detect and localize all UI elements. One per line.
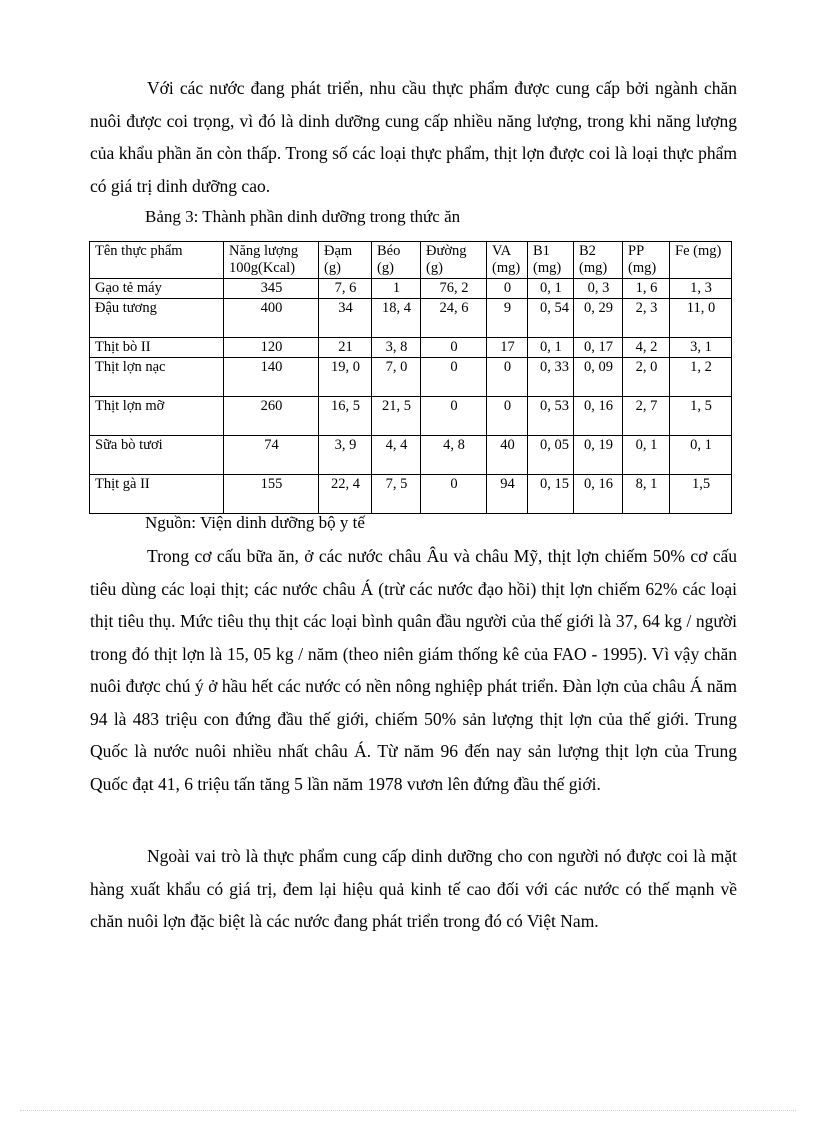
cell-b1: 0, 15 [528,475,574,514]
cell-va: 9 [487,299,528,338]
cell-fat: 7, 5 [372,475,421,514]
cell-fat: 4, 4 [372,436,421,475]
table-source-note: Nguồn: Viện dinh dưỡng bộ y tế [145,513,365,532]
cell-energy: 120 [224,338,319,358]
cell-name: Thịt bò II [90,338,224,358]
paragraph-intro: Với các nước đang phát triển, nhu cầu thực phẩm được cung cấp bởi ngành chăn nuôi được coi trọng, vì đó là dinh dưỡng cung cấp nhiều năng lượng, trong khi năng lượng của khẩu phần ăn còn thấp. Trong số các loại thực phẩm, thịt lợn được coi là loại thực phẩm có giá trị dinh dưỡng cao. [90,78,737,196]
cell-name: Thịt lợn mỡ [90,397,224,436]
cell-va: 0 [487,397,528,436]
cell-fe: 1, 3 [670,279,732,299]
cell-pp: 0, 1 [623,436,670,475]
table-row [90,338,732,358]
cell-sugar: 0 [421,475,487,514]
cell-energy: 400 [224,299,319,338]
cell-b2: 0, 29 [574,299,623,338]
table-row [90,299,732,338]
header-b1: B1 (mg) [528,242,574,279]
cell-b1: 0, 1 [528,279,574,299]
header-fe: Fe (mg) [670,242,732,279]
cell-fe: 1,5 [670,475,732,514]
cell-fe: 11, 0 [670,299,732,338]
cell-energy: 260 [224,397,319,436]
cell-b2: 0, 3 [574,279,623,299]
table-row [90,436,732,475]
cell-fat: 21, 5 [372,397,421,436]
paragraph-export: Ngoài vai trò là thực phẩm cung cấp dinh dưỡng cho con người nó được coi là mặt hàng xuất khẩu có giá trị, đem lại hiệu quả kinh tế cao đối với các nước có thế mạnh về chăn nuôi lợn đặc biệt là các nước đang phát triển trong đó có Việt Nam. [90,846,737,931]
table-header-row [90,242,732,279]
cell-name: Sữa bò tươi [90,436,224,475]
cell-protein: 22, 4 [319,475,372,514]
cell-name: Gạo tẻ máy [90,279,224,299]
cell-va: 94 [487,475,528,514]
cell-pp: 8, 1 [623,475,670,514]
header-sugar: Đường (g) [421,242,487,279]
cell-sugar: 0 [421,397,487,436]
cell-name: Thịt gà II [90,475,224,514]
cell-fat: 3, 8 [372,338,421,358]
cell-fat: 18, 4 [372,299,421,338]
cell-b2: 0, 19 [574,436,623,475]
cell-b1: 0, 1 [528,338,574,358]
cell-sugar: 4, 8 [421,436,487,475]
paragraph-consumption: Trong cơ cấu bữa ăn, ở các nước châu Âu và châu Mỹ, thịt lợn chiếm 50% cơ cấu tiêu dùng các loại thịt; các nước châu Á (trừ các nước đạo hồi) thịt lợn chiếm 62% các loại thịt tiêu thụ. Mức tiêu thụ thịt các loại bình quân đầu người của thế giới là 37, 64 kg / người trong đó thịt lợn là 15, 05 kg / năm (theo niên giám thống kê của FAO - 1995). Vì vậy chăn nuôi được chú ý ở hầu hết các nước có nền nông nghiệp phát triển. Đàn lợn của châu Á năm 94 là 483 triệu con đứng đầu thế giới, chiếm 50% sản lượng thịt lợn của thế giới. Trung Quốc là nước nuôi nhiều nhất châu Á. Từ năm 96 đến nay sản lượng thịt lợn của Trung Quốc đạt 41, 6 triệu tấn tăng 5 lần năm 1978 vươn lên đứng đầu thế giới. [90,546,737,794]
header-va: VA (mg) [487,242,528,279]
cell-energy: 140 [224,358,319,397]
cell-sugar: 76, 2 [421,279,487,299]
cell-fat: 1 [372,279,421,299]
cell-va: 0 [487,279,528,299]
cell-b1: 0, 33 [528,358,574,397]
cell-b2: 0, 09 [574,358,623,397]
cell-fe: 0, 1 [670,436,732,475]
cell-va: 17 [487,338,528,358]
cell-protein: 7, 6 [319,279,372,299]
cell-name: Thịt lợn nạc [90,358,224,397]
header-pp: PP (mg) [623,242,670,279]
cell-b2: 0, 16 [574,475,623,514]
table-row [90,279,732,299]
header-b2: B2 (mg) [574,242,623,279]
cell-sugar: 24, 6 [421,299,487,338]
cell-b1: 0, 53 [528,397,574,436]
cell-protein: 3, 9 [319,436,372,475]
cell-b2: 0, 17 [574,338,623,358]
cell-sugar: 0 [421,338,487,358]
cell-fat: 7, 0 [372,358,421,397]
header-fat: Béo (g) [372,242,421,279]
cell-name: Đậu tương [90,299,224,338]
page-bottom-divider [20,1110,796,1111]
cell-b1: 0, 54 [528,299,574,338]
cell-pp: 2, 0 [623,358,670,397]
cell-fe: 1, 2 [670,358,732,397]
header-energy: Năng lượng 100g(Kcal) [224,242,319,279]
cell-pp: 4, 2 [623,338,670,358]
cell-va: 40 [487,436,528,475]
cell-va: 0 [487,358,528,397]
table-row [90,358,732,397]
cell-pp: 2, 7 [623,397,670,436]
header-name: Tên thực phẩm [90,242,224,279]
cell-sugar: 0 [421,358,487,397]
cell-b2: 0, 16 [574,397,623,436]
cell-b1: 0, 05 [528,436,574,475]
cell-pp: 2, 3 [623,299,670,338]
cell-protein: 34 [319,299,372,338]
cell-energy: 74 [224,436,319,475]
table-row [90,475,732,514]
header-protein: Đạm (g) [319,242,372,279]
cell-energy: 345 [224,279,319,299]
cell-energy: 155 [224,475,319,514]
cell-protein: 19, 0 [319,358,372,397]
table-caption: Bảng 3: Thành phần dinh dưỡng trong thức ăn [145,207,461,226]
cell-fe: 1, 5 [670,397,732,436]
table-row [90,397,732,436]
cell-pp: 1, 6 [623,279,670,299]
cell-fe: 3, 1 [670,338,732,358]
cell-protein: 16, 5 [319,397,372,436]
nutrition-table [89,241,732,514]
cell-protein: 21 [319,338,372,358]
